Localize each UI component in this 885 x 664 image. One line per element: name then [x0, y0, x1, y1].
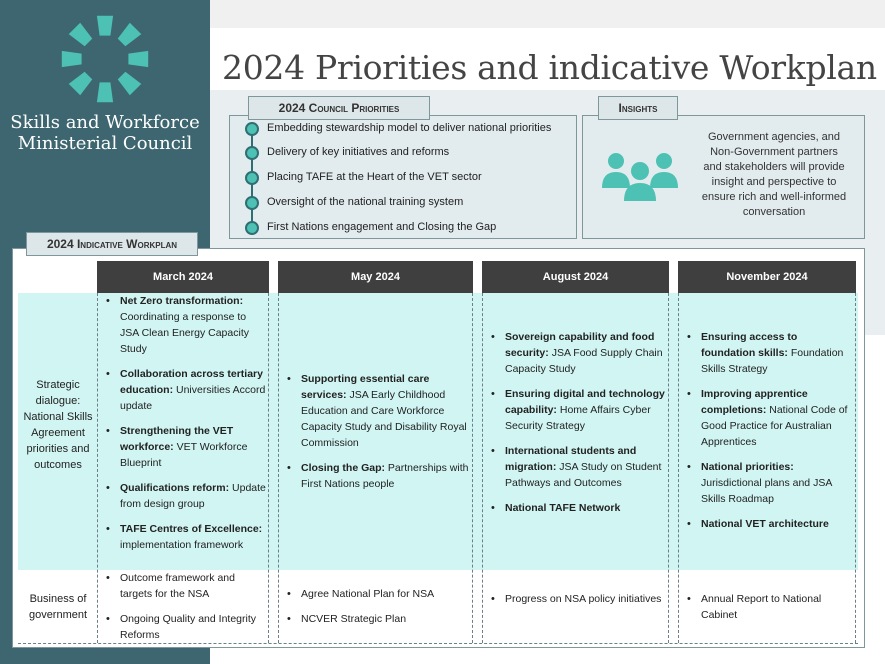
priority-item: Oversight of the national training system	[267, 196, 464, 208]
list-item: • Ensuring digital and technology capability: Home Affairs Cyber Security Strategy	[485, 386, 666, 434]
column-header-august: August 2024	[482, 261, 669, 293]
org-name: Skills and Workforce Ministerial Council	[10, 112, 200, 154]
list-item: • Qualifications reform: Update from design group	[100, 480, 266, 512]
list-item: • National VET architecture	[681, 516, 853, 532]
priority-item: Placing TAFE at the Heart of the VET sector	[267, 171, 482, 183]
workplan-tab: 2024 Indicative Workplan	[26, 232, 198, 256]
list-item: • National TAFE Network	[485, 500, 666, 516]
cell-list-business-may	[281, 586, 470, 636]
insights-tab: Insights	[598, 96, 678, 120]
list-item: • National priorities: Jurisdictional plans and JSA Skills Roadmap	[681, 459, 853, 507]
row-label-business: Business of government	[28, 593, 88, 621]
row-label-strategic: Strategic dialogue: National Skills Agreement priorities and outcomes	[23, 379, 93, 471]
cell-list-business-march	[100, 570, 266, 652]
column-header-may: May 2024	[278, 261, 473, 293]
council-logo	[60, 14, 150, 104]
priority-item: Delivery of key initiatives and reforms	[267, 146, 450, 158]
list-item: • Agree National Plan for NSA	[281, 586, 470, 602]
list-item: • Strengthening the VET workforce: VET Workforce Blueprint	[100, 423, 266, 471]
column-header-march: March 2024	[97, 261, 269, 293]
priority-dot-icon	[245, 171, 259, 185]
priority-item: Embedding stewardship model to deliver national priorities	[267, 122, 552, 134]
insights-text: Government agencies, and Non-Government partners and stakeholders will provide insight and perspective to ensure rich and well-informed conversation	[701, 131, 847, 218]
priority-item: First Nations engagement and Closing the Gap	[267, 221, 497, 233]
list-item: • Ensuring access to foundation skills: Foundation Skills Strategy	[681, 329, 853, 377]
cell-list-strategic-november	[681, 329, 853, 541]
cell-list-strategic-august	[485, 329, 666, 525]
priority-dot-icon	[245, 122, 259, 136]
priority-dot-icon	[245, 221, 259, 235]
priority-dot-icon	[245, 196, 259, 210]
top-band	[210, 0, 885, 28]
cell-list-strategic-may	[281, 371, 470, 501]
list-item: • Progress on NSA policy initiatives	[485, 591, 666, 607]
list-item: • Ongoing Quality and Integrity Reforms	[100, 611, 266, 643]
page-title: 2024 Priorities and indicative Workplan	[222, 48, 877, 87]
column-header-november: November 2024	[678, 261, 856, 293]
list-item: • Collaboration across tertiary education: Universities Accord update	[100, 366, 266, 414]
list-item: • International students and migration: JSA Study on Student Pathways and Outcomes	[485, 443, 666, 491]
list-item: • Outcome framework and targets for the NSA	[100, 570, 266, 602]
list-item: • Sovereign capability and food security: JSA Food Supply Chain Capacity Study	[485, 329, 666, 377]
priority-dot-icon	[245, 146, 259, 160]
cell-list-business-november	[681, 591, 853, 632]
list-item: • Improving apprentice completions: National Code of Good Practice for Australian Apprentices	[681, 386, 853, 450]
list-item: • Annual Report to National Cabinet	[681, 591, 853, 623]
council-priorities-tab: 2024 Council Priorities	[248, 96, 430, 120]
list-item: • TAFE Centres of Excellence: implementation framework	[100, 521, 266, 553]
cell-list-business-august	[485, 591, 666, 616]
cell-list-strategic-march	[100, 293, 266, 562]
people-group-icon	[600, 150, 680, 202]
list-item: • NCVER Strategic Plan	[281, 611, 470, 627]
list-item: • Net Zero transformation: Coordinating a response to JSA Clean Energy Capacity Study	[100, 293, 266, 357]
list-item: • Closing the Gap: Partnerships with First Nations people	[281, 460, 470, 492]
list-item: • Supporting essential care services: JSA Early Childhood Education and Care Workforce Capacity Study and Disability Royal Commission	[281, 371, 470, 451]
